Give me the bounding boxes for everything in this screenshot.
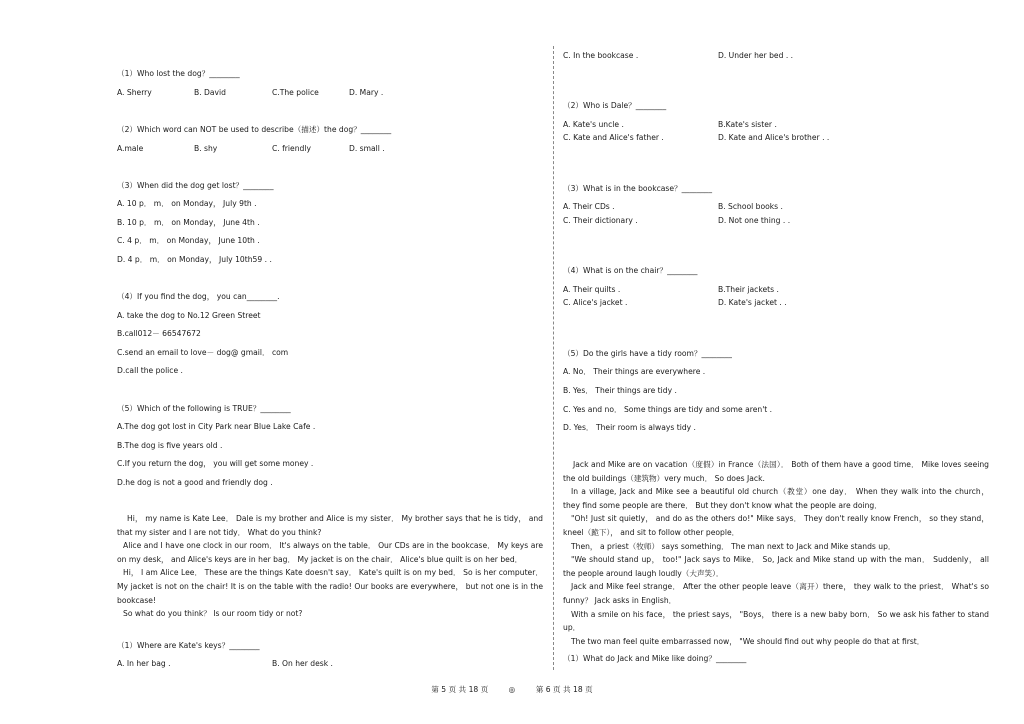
option-b: B.Kate's sister . xyxy=(718,120,777,129)
question-stem: （3）When did the dog get lost？________ xyxy=(117,181,274,190)
option-d: D. Mary . xyxy=(349,88,384,97)
option-a: A. In her bag . xyxy=(117,659,171,668)
column-divider xyxy=(553,46,554,670)
option-a: A. Their quilts . xyxy=(563,285,621,294)
option-d: D. Kate's jacket . . xyxy=(718,298,787,307)
option-c: C. Alice's jacket . xyxy=(563,298,628,307)
question-stem: （1）Where are Kate's keys？________ xyxy=(117,641,260,650)
option-d: D. Under her bed . . xyxy=(718,51,794,60)
passage-paragraph: Jack and Mike are on vacation（度假）in France（法国）． Both of them have a good time． Mike loves seeing the old buildings（建筑物）very much． So does Jack. xyxy=(563,460,989,483)
passage-paragraph: "Oh! Just sit quietly， and do as the others do!" Mike says． They don't really know French， so they stand， kneel（跪下）， and sit to follow other people． xyxy=(563,514,989,537)
passage-paragraph: Then， a priest（牧师） says something． The man next to Jack and Mike stands up． xyxy=(571,541,896,551)
option-d: D.he dog is not a good and friendly dog . xyxy=(117,478,273,487)
option-c: C. Yes and no． Some things are tidy and some aren't . xyxy=(563,405,773,414)
option-b: B. 10 p． m． on Monday， June 4th . xyxy=(117,218,260,227)
center-mark: ◎ xyxy=(508,685,516,694)
option-a: A. 10 p． m． on Monday， July 9th . xyxy=(117,199,257,208)
passage-paragraph: Jack and Mike feel strange． After the other people leave（离开）there， they walk to the priest． What's so funny？ Jack asks in English． xyxy=(563,582,989,605)
option-a: A. Their CDs . xyxy=(563,202,615,211)
question-stem: （4）What is on the chair？________ xyxy=(563,266,698,275)
option-a: A.The dog got lost in City Park near Blue Lake Cafe . xyxy=(117,422,316,431)
option-b: B. School books . xyxy=(718,202,783,211)
option-d: D. small . xyxy=(349,144,385,153)
option-b: B.The dog is five years old . xyxy=(117,441,223,450)
reading-passage xyxy=(117,512,543,621)
question-stem: （1）Who lost the dog？________ xyxy=(117,69,240,78)
question-stem: （1）What do Jack and Mike like doing？________ xyxy=(563,654,747,663)
option-d: D. Yes． Their room is always tidy . xyxy=(563,423,696,432)
option-c: C.If you return the dog， you will get some money . xyxy=(117,459,314,468)
question-stem: （5）Which of the following is TRUE？________ xyxy=(117,404,291,413)
option-a: A. No． Their things are everywhere . xyxy=(563,367,706,376)
option-c: C. Kate and Alice's father . xyxy=(563,133,664,142)
option-c: C.send an email to love－ dog@ gmail． com xyxy=(117,348,289,357)
option-d: D. Not one thing . . xyxy=(718,216,791,225)
option-a: A.male xyxy=(117,144,144,153)
option-d: D.call the police . xyxy=(117,366,183,375)
passage-paragraph: With a smile on his face， the priest says， "Boys， there is a new baby born． So we ask his father to stand up． xyxy=(563,609,989,633)
option-c: C. 4 p． m． on Monday， June 10th . xyxy=(117,236,260,245)
passage-paragraph: Hi， I am Alice Lee． These are the things Kate doesn't say． Kate's quilt is on my bed． So is her computer． My jacket is not on the chair! It is on the table with the radio! Our books are everywhere， but not one is in the bookcase! xyxy=(117,568,543,605)
question-stem: （2）Who is Dale？________ xyxy=(563,101,667,110)
reading-passage xyxy=(563,458,989,648)
option-a: A. Kate's uncle . xyxy=(563,120,624,129)
option-a: A. take the dog to No.12 Green Street xyxy=(117,311,261,320)
option-c: C. friendly xyxy=(272,144,311,153)
option-d: D. Kate and Alice's brother . . xyxy=(718,133,830,142)
option-b: B.call012－ 66547672 xyxy=(117,329,201,338)
page-footer xyxy=(0,684,1024,695)
option-d: D. 4 p． m． on Monday， July 10th59 . . xyxy=(117,255,272,264)
question-stem: （3）What is in the bookcase？________ xyxy=(563,184,713,193)
question-stem: （2）Which word can NOT be used to describe（描述）the dog？________ xyxy=(117,125,392,134)
option-b: B. On her desk . xyxy=(272,659,333,668)
passage-paragraph: In a village, Jack and Mike see a beautiful old church（教堂）one day． When they walk into the church， they find some people are there． But they don't know what the people are doing． xyxy=(563,487,989,510)
option-b: B. shy xyxy=(194,144,218,153)
passage-paragraph: "We should stand up， too!" Jack says to Mike． So, Jack and Mike stand up with the man． Suddenly， all the people around laugh loudly（大声笑）． xyxy=(563,555,989,578)
passage-paragraph: Hi， my name is Kate Lee． Dale is my brother and Alice is my sister． My brother says that he is tidy， and that my sister and I are not tidy． What do you think? xyxy=(117,514,543,537)
option-c: C. In the bookcase . xyxy=(563,51,639,60)
option-b: B.Their jackets . xyxy=(718,285,779,294)
option-c: C.The police xyxy=(272,88,319,97)
question-stem: （4）If you find the dog， you can________. xyxy=(117,292,280,301)
option-a: A. Sherry xyxy=(117,88,152,97)
passage-paragraph: The two man feel quite embarrassed now， "We should find out why people do that at first． xyxy=(571,636,925,646)
passage-paragraph: Alice and I have one clock in our room． It's always on the table． Our CDs are in the bookcase． My keys are on my desk， and Alice's keys are in her bag． My jacket is on the chair． Alice's blue quilt is on her bed． xyxy=(117,541,543,564)
passage-paragraph: So what do you think？ Is our room tidy or not? xyxy=(123,609,303,619)
right-page-number: 第 6 页 共 18 页 xyxy=(535,685,593,694)
option-b: B. Yes． Their things are tidy . xyxy=(563,386,677,395)
option-c: C. Their dictionary . xyxy=(563,216,638,225)
question-stem: （5）Do the girls have a tidy room？________ xyxy=(563,349,732,358)
left-page-number: 第 5 页 共 18 页 xyxy=(431,685,489,694)
option-b: B. David xyxy=(194,88,226,97)
